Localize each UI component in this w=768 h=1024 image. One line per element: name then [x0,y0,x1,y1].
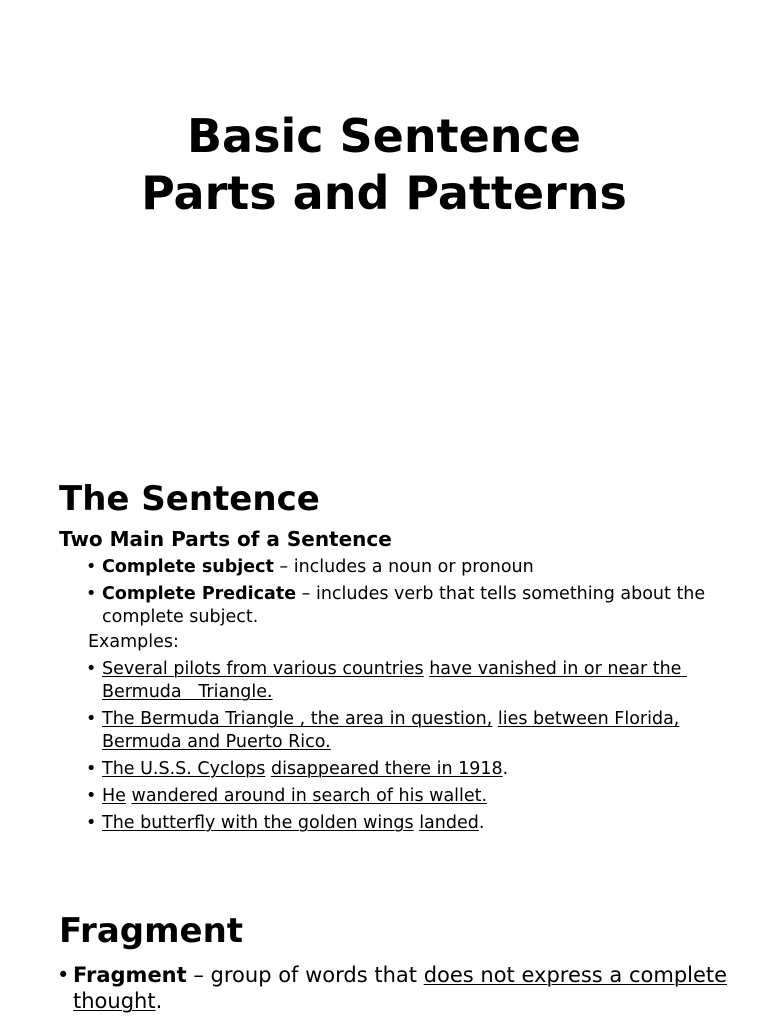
fragment-heading: Fragment [59,911,244,951]
definition-list [59,556,739,629]
example-predicate: landed [419,813,479,833]
bullet-icon: • [86,813,97,833]
example-subject: Several pilots from various countries [102,659,424,679]
example-subject: He [102,786,126,806]
list-item [59,708,739,754]
bullet-icon: • [57,963,70,987]
sentence-heading: The Sentence [59,479,320,519]
bullet-icon: • [86,786,97,806]
fragment-text: – group of words that [186,963,424,987]
list-item [59,785,739,808]
title-line-2: Parts and Patterns [141,166,627,220]
example-predicate: have vanished in or near the Bermuda Triangle. [102,659,688,702]
sentence-subheading: Two Main Parts of a Sentence [59,527,392,551]
title-line-1: Basic Sentence [186,109,581,163]
fragment-term: Fragment [73,963,187,987]
bullet-icon: • [86,584,97,604]
example-end: . [502,759,509,779]
definition-term: Complete Predicate [102,584,297,604]
sentence-slide [59,478,739,835]
fragment-underlined-text: does not express a complete thought [73,963,728,1013]
fragment-list [59,962,749,1014]
list-item [59,583,739,629]
definition-text: – includes verb that tells something about the complete subject. [102,584,706,627]
bullet-icon: • [86,557,97,577]
examples-label: Examples: [88,632,179,652]
example-predicate: lies between Florida, Bermuda and Puerto Rico. [102,709,680,752]
example-predicate: wandered around in search of his wallet. [131,786,488,806]
example-subject: The U.S.S. Cyclops [102,759,266,779]
list-item [59,812,739,835]
fragment-end: . [155,989,163,1013]
example-subject: The butterfly with the golden wings [102,813,414,833]
list-item [59,556,739,579]
list-item [59,758,739,781]
example-predicate: disappeared there in 1918 [270,759,503,779]
example-list [59,658,739,835]
title-slide [0,108,768,222]
bullet-icon: • [86,759,97,779]
fragment-slide [59,910,749,1014]
list-item [59,658,739,704]
list-item [59,962,749,1014]
bullet-icon: • [86,709,97,729]
bullet-icon: • [86,659,97,679]
example-end: . [478,813,485,833]
example-subject: The Bermuda Triangle , the area in question, [102,709,493,729]
definition-term: Complete subject [102,557,274,577]
definition-text: – includes a noun or pronoun [273,557,534,577]
